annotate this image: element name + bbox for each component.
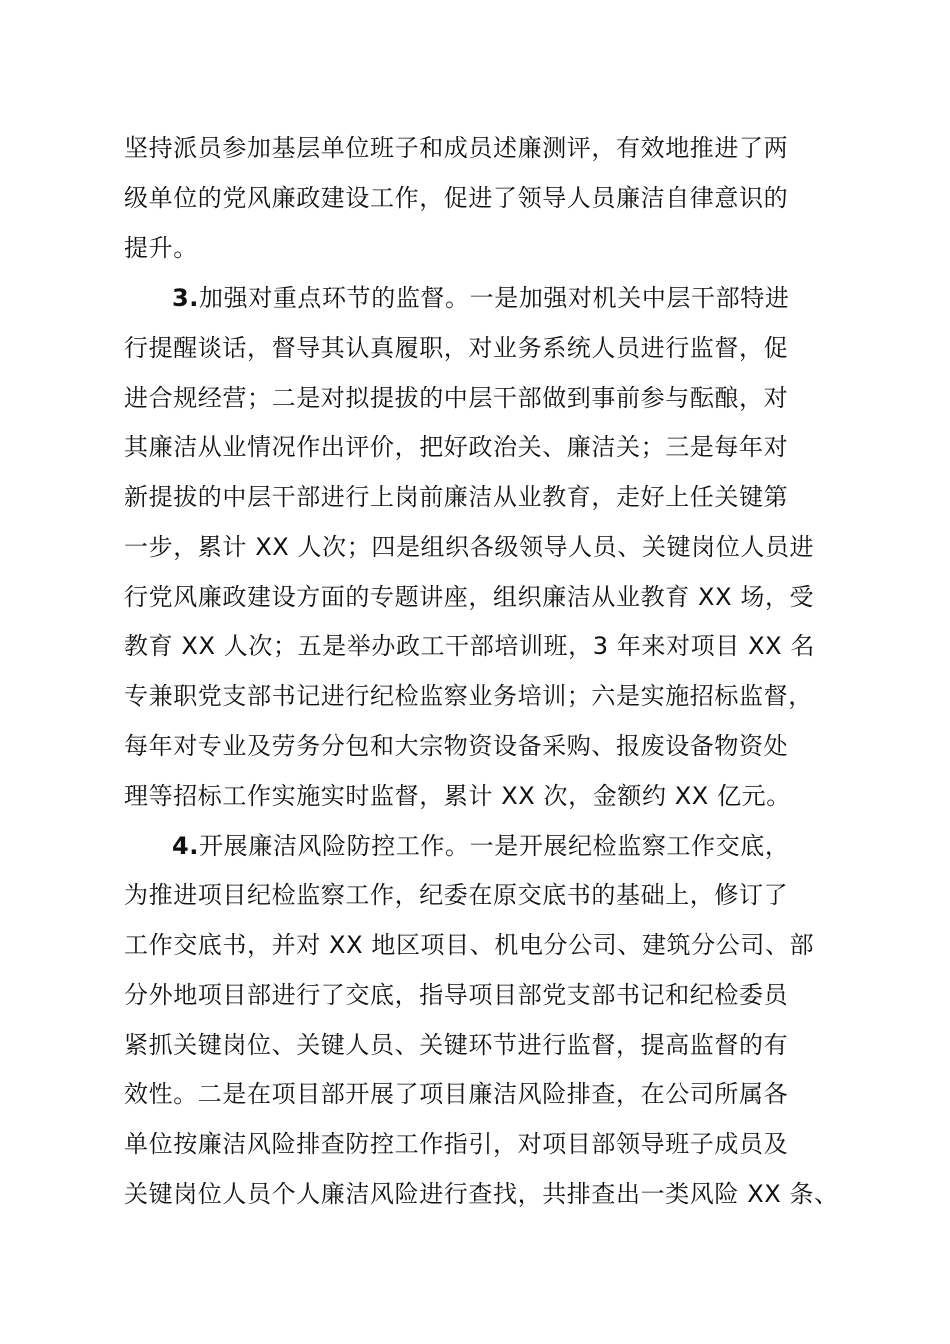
- paragraph-3-line-8: 关键岗位人员个人廉洁风险进行查找，共排查出一类风险 XX 条、: [124, 1180, 839, 1208]
- paragraph-3-heading: 开展廉洁风险防控工作。一是开展纪检监察工作交底，: [199, 832, 790, 860]
- paragraph-2-line-5: 新提拔的中层干部进行上岗前廉洁从业教育，走好上任关键第: [124, 483, 789, 511]
- paragraph-2-line-9: 专兼职党支部书记进行纪检监察业务培训；六是实施招标监督，: [124, 682, 813, 710]
- paragraph-3-line-3: 工作交底书，并对 XX 地区项目、机电分公司、建筑分公司、部: [124, 931, 815, 959]
- paragraph-2-heading: 加强对重点环节的监督。一是加强对机关中层干部特进: [199, 284, 790, 312]
- paragraph-3-line-1: [172, 830, 789, 862]
- paragraph-2-line-3: 进合规经营；二是对拟提拔的中层干部做到事前参与酝酿，对: [124, 384, 789, 412]
- paragraph-2-line-6: 一步，累计 XX 人次；四是组织各级领导人员、关键岗位人员进: [124, 533, 815, 561]
- paragraph-3-number: 4.: [172, 832, 200, 860]
- paragraph-2-line-10: 每年对专业及劳务分包和大宗物资设备采购、报废设备物资处: [124, 732, 789, 760]
- paragraph-1-line-1: 坚持派员参加基层单位班子和成员述廉测评，有效地推进了两: [124, 134, 789, 162]
- paragraph-2-line-4: 其廉洁从业情况作出评价，把好政治关、廉洁关；三是每年对: [124, 433, 789, 461]
- paragraph-2-number: 3.: [172, 284, 200, 312]
- paragraph-3-line-4: 分外地项目部进行了交底，指导项目部党支部书记和纪检委员: [124, 981, 789, 1009]
- paragraph-1-line-3: 提升。: [124, 234, 198, 262]
- paragraph-2-line-8: 教育 XX 人次；五是举办政工干部培训班，3 年来对项目 XX 名: [124, 632, 815, 660]
- paragraph-3-line-5: 紧抓关键岗位、关键人员、关键环节进行监督，提高监督的有: [124, 1031, 789, 1059]
- paragraph-2-line-1: [172, 282, 789, 314]
- paragraph-3-line-2: 为推进项目纪检监察工作，纪委在原交底书的基础上，修订了: [124, 881, 789, 909]
- paragraph-3-line-6: 效性。二是在项目部开展了项目廉洁风险排查，在公司所属各: [124, 1080, 789, 1108]
- paragraph-3-line-7: 单位按廉洁风险排查防控工作指引，对项目部领导班子成员及: [124, 1130, 789, 1158]
- paragraph-1-line-2: 级单位的党风廉政建设工作，促进了领导人员廉洁自律意识的: [124, 184, 789, 212]
- paragraph-2-line-7: 行党风廉政建设方面的专题讲座，组织廉洁从业教育 XX 场，受: [124, 583, 815, 611]
- paragraph-2-line-11: 理等招标工作实施实时监督，累计 XX 次，金额约 XX 亿元。: [124, 782, 791, 810]
- paragraph-2-line-2: 行提醒谈话，督导其认真履职，对业务系统人员进行监督，促: [124, 334, 789, 362]
